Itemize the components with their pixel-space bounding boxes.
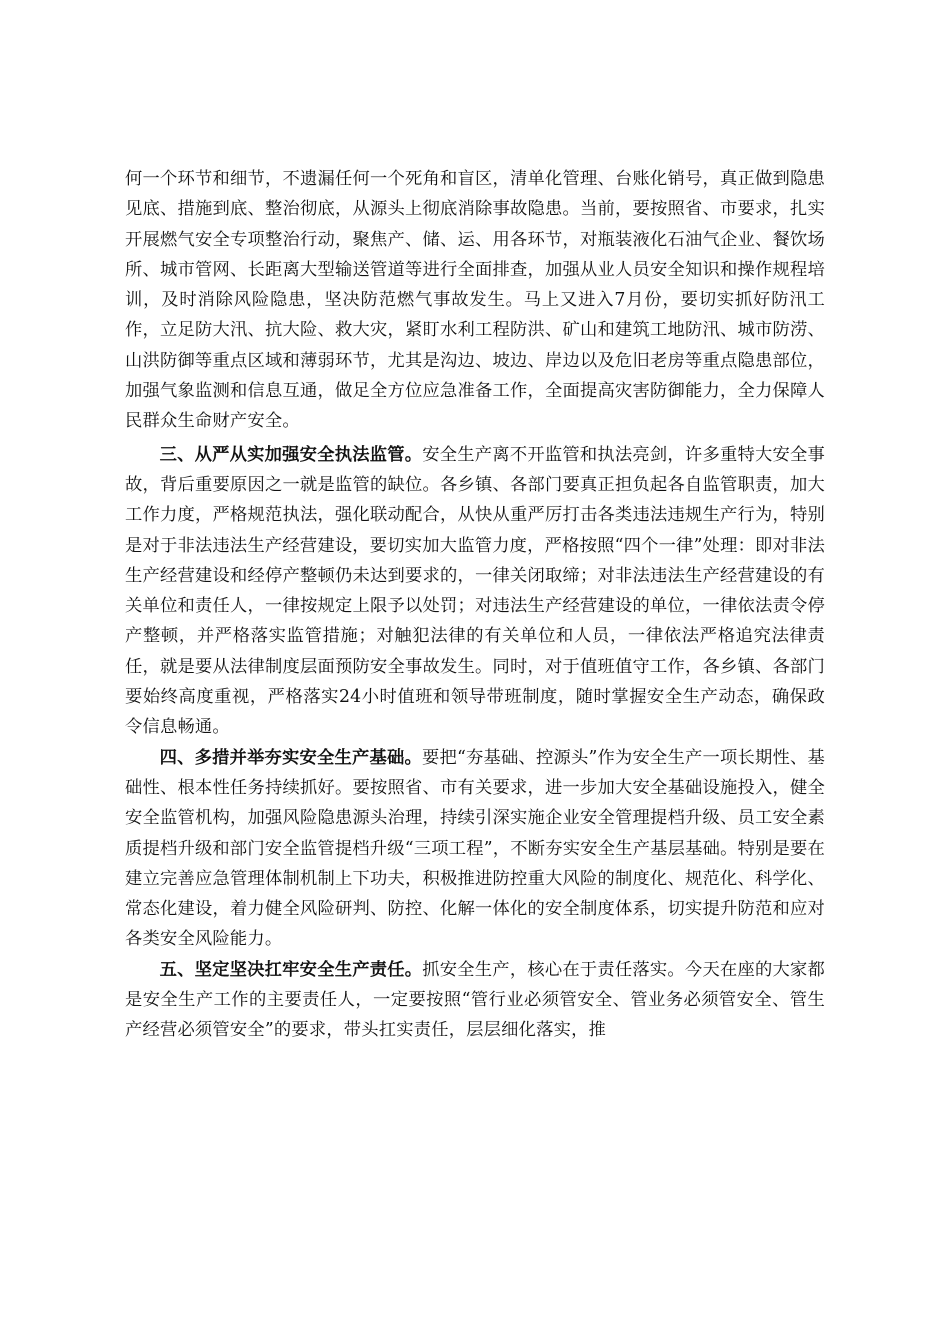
paragraph-text: 抓安全生产，核心在于责任落实。今天在座的大家都是安全生产工作的主要责任人，一定要按照“管行业必须管安全、管业务必须管安全、管生产经营必须管安全”的要求，带头扛实责任，层层细化落实，推: [125, 959, 825, 1041]
section-heading: 三、从严从实加强安全执法监管。: [159, 444, 423, 465]
document-page: [125, 164, 825, 1046]
paragraph-text: 何一个环节和细节，不遗漏任何一个死角和盲区，清单化管理、台账化销号，真正做到隐患见底、措施到底、整治彻底，从源头上彻底消除事故隐患。当前，要按照省、市要求，扎实开展燃气安全专项整治行动，聚焦产、储、运、用各环节，对瓶装液化石油气企业、餐饮场所、城市管网、长距离大型输送管道等进行全面排查，加强从业人员安全知识和操作规程培训，及时消除风险隐患，坚决防范燃气事故发生。马上又进入7月份，要切实抓好防汛工作，立足防大汛、抗大险、救大灾，紧盯水利工程防洪、矿山和建筑工地防汛、城市防涝、山洪防御等重点区域和薄弱环节，尤其是沟边、坡边、岸边以及危旧老房等重点隐患部位，加强气象监测和信息互通，做足全方位应急准备工作，全面提高灾害防御能力，全力保障人民群众生命财产安全。: [125, 169, 825, 432]
paragraph-section-3: [125, 440, 825, 743]
section-heading: 五、坚定坚决扛牢安全生产责任。: [159, 959, 423, 980]
paragraph-continuation: [125, 164, 825, 437]
section-heading: 四、多措并举夯实安全生产基础。: [159, 747, 423, 768]
paragraph-section-4: [125, 743, 825, 955]
paragraph-section-5: [125, 955, 825, 1046]
paragraph-text: 要把“夯基础、控源头”作为安全生产一项长期性、基础性、根本性任务持续抓好。要按照省、市有关要求，进一步加大安全基础设施投入，健全安全监管机构，加强风险隐患源头治理，持续引深实施企业安全管理提档升级、员工安全素质提档升级和部门安全监管提档升级“三项工程”，不断夯实安全生产基层基础。特别是要在建立完善应急管理体制机制上下功夫，积极推进防控重大风险的制度化、规范化、科学化、常态化建设，着力健全风险研判、防控、化解一体化的安全制度体系，切实提升防范和应对各类安全风险能力。: [125, 747, 825, 950]
paragraph-text: 安全生产离不开监管和执法亮剑，许多重特大安全事故，背后重要原因之一就是监管的缺位。各乡镇、各部门要真正担负起各自监管职责，加大工作力度，严格规范执法，强化联动配合，从快从重严厉打击各类违法违规生产行为，特别是对于非法违法生产经营建设，要切实加大监管力度，严格按照“四个一律”处理：即对非法生产经营建设和经停产整顿仍未达到要求的，一律关闭取缔；对非法违法生产经营建设的有关单位和责任人，一律按规定上限予以处罚；对违法生产经营建设的单位，一律依法责令停产整顿，并严格落实监管措施；对触犯法律的有关单位和人员，一律依法严格追究法律责任，就是要从法律制度层面预防安全事故发生。同时，对于值班值守工作，各乡镇、各部门要始终高度重视，严格落实24小时值班和领导带班制度，随时掌握安全生产动态，确保政令信息畅通。: [125, 444, 825, 738]
